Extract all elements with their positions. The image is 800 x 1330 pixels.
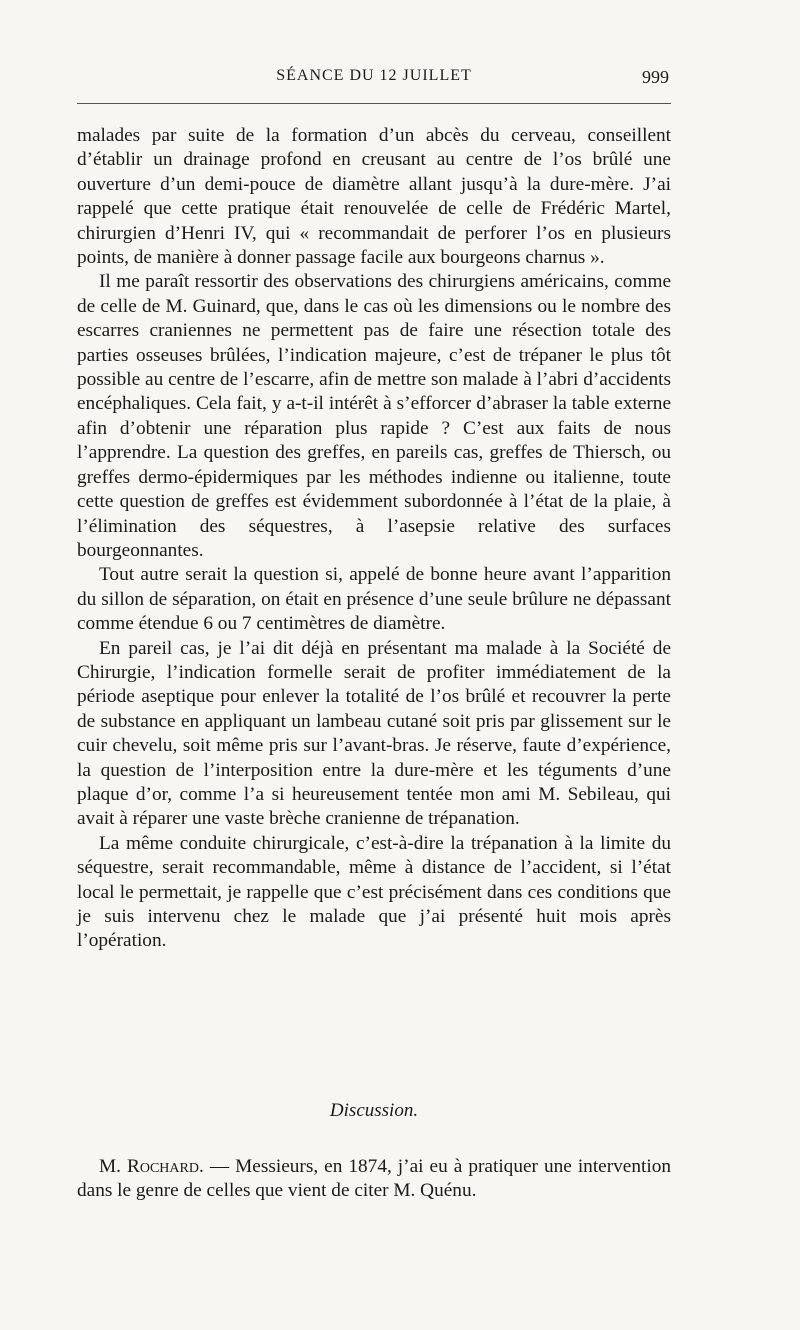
discussion-section: [77, 1155, 671, 1204]
running-header: [77, 67, 671, 97]
header-title: SÉANCE DU 12 JUILLET: [276, 67, 472, 84]
paragraph-5: La même conduite chirurgicale, c’est-à-dire la trépanation à la limite du séquestre, serait recommandable, même à distance de l’accident, si l’état local le permettait, je rappelle que c’est précisément dans ces conditions que je suis intervenu chez le malade que j’ai présenté huit mois après l’opération.: [77, 832, 671, 952]
speaker-name: M. Rochard.: [99, 1156, 204, 1177]
discussion-heading: Discussion.: [329, 1100, 419, 1121]
rochard-paragraph: [77, 1155, 671, 1204]
main-text: [77, 124, 671, 954]
paragraph-2: Il me paraît ressortir des observations des chirurgiens américains, comme de celle de M. Guinard, que, dans le cas où les dimensions ou le nombre des escarres craniennes ne permettent pas de faire une résection totale des parties osseuses brûlées, l’indication majeure, c’est de trépaner le plus tôt possible au centre de l’escarre, afin de mettre son malade à l’abri d’accidents encéphaliques. Cela fait, y a-t-il intérêt à s’efforcer d’abraser la table externe afin d’obtenir une réparation plus rapide ? C’est aux faits de nous l’apprendre. La question des greffes, en pareils cas, greffes de Thiersch, ou greffes dermo-épidermiques par les méthodes indienne ou italienne, toute cette question de greffes est évidemment subordonnée à l’état de la plaie, à l’élimination des séquestres, à l’asepsie relative des surfaces bourgeonnantes.: [77, 271, 671, 561]
paragraph-3: Tout autre serait la question si, appelé de bonne heure avant l’apparition du sillon de séparation, on était en présence d’une seule brûlure ne dépassant comme étendue 6 ou 7 centimètres de diamètre.: [77, 564, 671, 635]
header-rule: [77, 103, 671, 104]
speaker-text: — Messieurs, en 1874, j’ai eu à pratiquer une intervention dans le genre de celles que vient de citer M. Quénu.: [77, 1156, 671, 1202]
paragraph-4: En pareil cas, je l’ai dit déjà en présentant ma malade à la Société de Chirurgie, l’indication formelle serait de profiter immédiatement de la période aseptique pour enlever la totalité de l’os brûlé et recouvrer la perte de substance en appliquant un lambeau cutané soit pris par glissement sur le cuir chevelu, soit même pris sur l’avant-bras. Je réserve, faute d’expérience, la question de l’interposition entre la dure-mère et les téguments d’une plaque d’or, comme l’a si heureusement tentée mon ami M. Sebileau, qui avait à réparer une vaste brèche cranienne de trépanation.: [77, 637, 671, 830]
paragraph-1-continued: malades par suite de la formation d’un abcès du cerveau, conseillent d’établir un drainage profond en creusant au centre de l’os brûlé une ouverture d’un demi-pouce de diamètre allant jusqu’à la dure-mère. J’ai rappelé que cette pratique était renouvelée de celle de Frédéric Martel, chirurgien d’Henri IV, qui « recommandait de perforer l’os en plusieurs points, de manière à donner passage facile aux bourgeons charnus ».: [77, 125, 671, 269]
page-number: 999: [642, 67, 669, 87]
